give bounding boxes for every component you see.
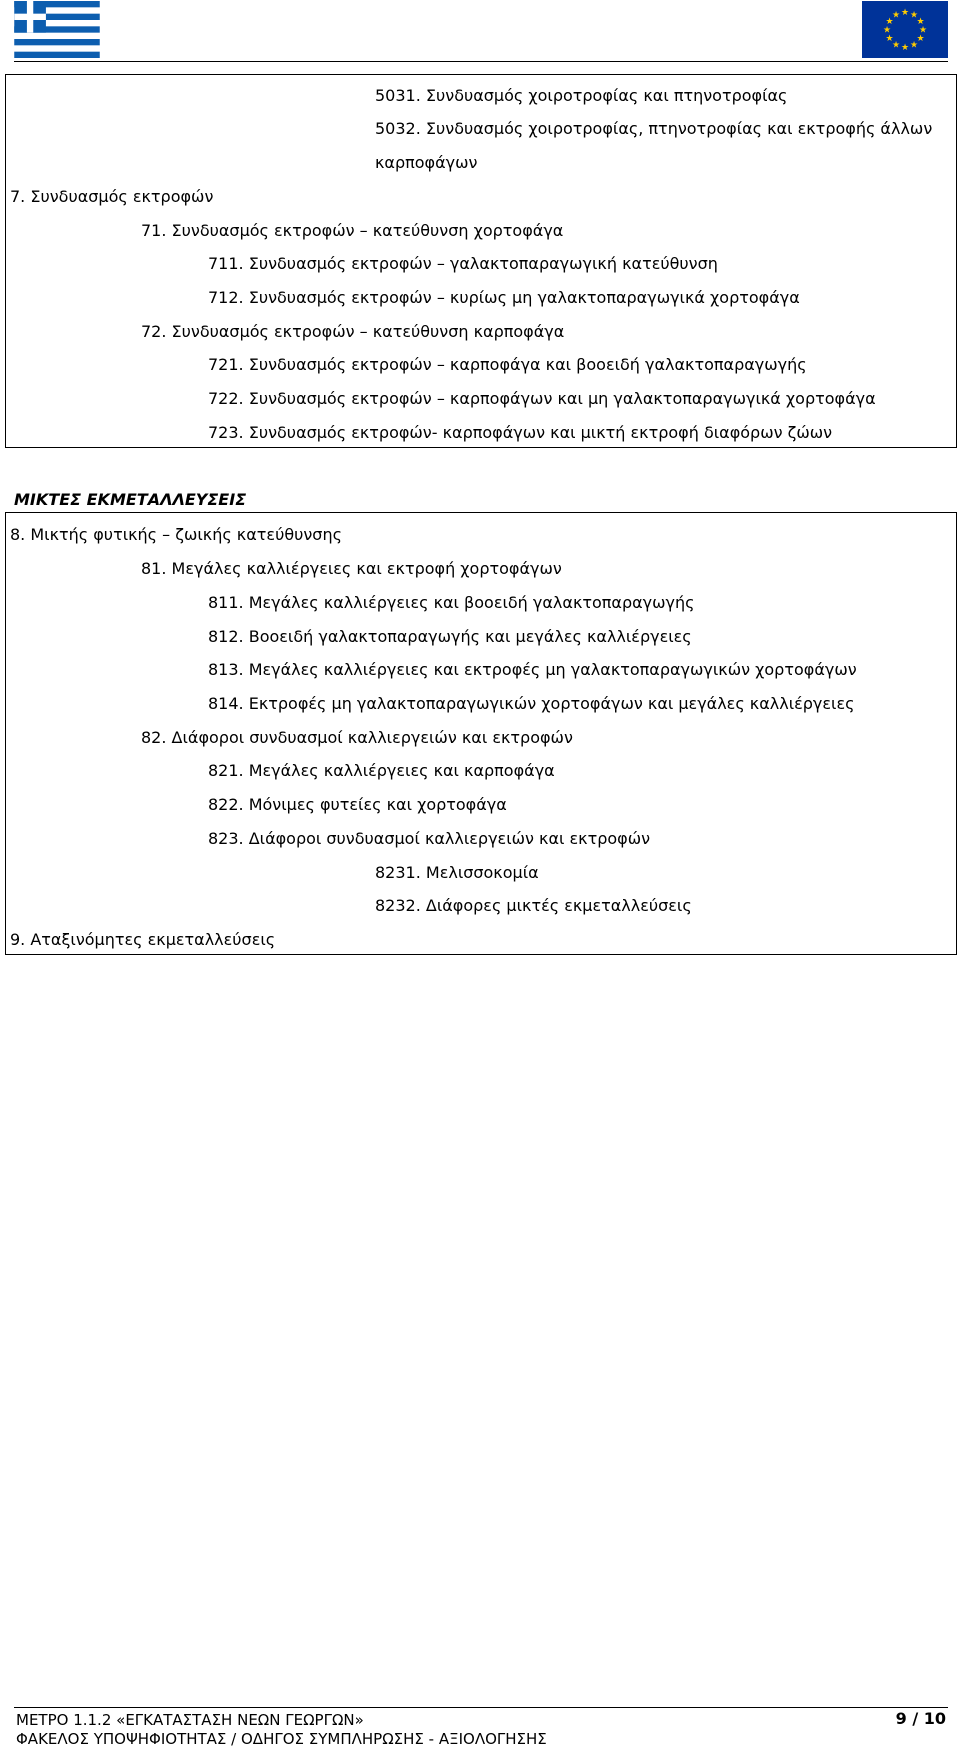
list-item: 9. Αταξινόμητες εκμεταλλεύσεις xyxy=(10,930,276,949)
list-item: 71. Συνδυασμός εκτροφών – κατεύθυνση χορτοφάγα xyxy=(141,221,564,240)
list-item: 821. Μεγάλες καλλιέργειες και καρποφάγα xyxy=(208,761,555,780)
footer-divider xyxy=(14,1707,948,1708)
list-item: 813. Μεγάλες καλλιέργειες και εκτροφές μη γαλακτοπαραγωγικών χορτοφάγων xyxy=(208,660,857,679)
list-item: 82. Διάφοροι συνδυασμοί καλλιεργειών και εκτροφών xyxy=(141,728,573,747)
list-item: 723. Συνδυασμός εκτροφών- καρποφάγων και μικτή εκτροφή διαφόρων ζώων xyxy=(208,423,833,442)
list-item: 5031. Συνδυασμός χοιροτροφίας και πτηνοτροφίας xyxy=(375,86,788,105)
list-item: καρποφάγων xyxy=(375,153,478,172)
list-item: 811. Μεγάλες καλλιέργειες και βοοειδή γαλακτοπαραγωγής xyxy=(208,593,695,612)
footer-document-title: ΦΑΚΕΛΟΣ ΥΠΟΨΗΦΙΟΤΗΤΑΣ / ΟΔΗΓΟΣ ΣΥΜΠΛΗΡΩΣΗΣ - ΑΞΙΟΛΟΓΗΣΗΣ xyxy=(16,1730,547,1748)
list-item: 712. Συνδυασμός εκτροφών – κυρίως μη γαλακτοπαραγωγικά χορτοφάγα xyxy=(208,288,800,307)
page-number: 9 / 10 xyxy=(895,1709,946,1728)
header-divider xyxy=(14,61,948,62)
svg-text:★: ★ xyxy=(882,25,892,36)
list-item: 5032. Συνδυασμός χοιροτροφίας, πτηνοτροφίας και εκτροφής άλλων xyxy=(375,119,933,138)
greek-flag-icon xyxy=(14,1,100,58)
svg-text:★: ★ xyxy=(916,34,925,44)
svg-text:★: ★ xyxy=(909,10,919,21)
list-item: 8231. Μελισσοκομία xyxy=(375,863,539,882)
svg-text:★: ★ xyxy=(885,17,894,27)
svg-text:★: ★ xyxy=(900,43,910,53)
list-item: 814. Εκτροφές μη γαλακτοπαραγωγικών χορτοφάγων και μεγάλες καλλιέργειες xyxy=(208,694,855,713)
section-title: ΜΙΚΤΕΣ ΕΚΜΕΤΑΛΛΕΥΣΕΙΣ xyxy=(14,490,247,509)
list-item: 822. Μόνιμες φυτείες και χορτοφάγα xyxy=(208,795,507,814)
svg-text:★: ★ xyxy=(918,25,928,36)
list-item: 721. Συνδυασμός εκτροφών – καρποφάγα και βοοειδή γαλακτοπαραγωγής xyxy=(208,355,807,374)
list-item: 823. Διάφοροι συνδυασμοί καλλιεργειών και εκτροφών xyxy=(208,829,651,848)
eu-flag-icon xyxy=(862,1,948,58)
footer-measure-title: ΜΕΤΡΟ 1.1.2 «ΕΓΚΑΤΑΣΤΑΣΗ ΝΕΩΝ ΓΕΩΡΓΩΝ» xyxy=(16,1711,364,1729)
svg-text:★: ★ xyxy=(900,8,910,18)
list-item: 7. Συνδυασμός εκτροφών xyxy=(10,187,214,206)
page-header xyxy=(0,0,960,66)
svg-text:★: ★ xyxy=(885,34,894,44)
svg-text:★: ★ xyxy=(916,17,925,27)
list-item: 8. Μικτής φυτικής – ζωικής κατεύθυνσης xyxy=(10,525,342,544)
svg-text:★: ★ xyxy=(891,10,901,21)
list-item: 722. Συνδυασμός εκτροφών – καρποφάγων και μη γαλακτοπαραγωγικά χορτοφάγα xyxy=(208,389,876,408)
svg-text:★: ★ xyxy=(909,40,919,51)
list-item: 711. Συνδυασμός εκτροφών – γαλακτοπαραγωγική κατεύθυνση xyxy=(208,254,718,273)
list-item: 812. Βοοειδή γαλακτοπαραγωγής και μεγάλες καλλιέργειες xyxy=(208,627,692,646)
list-item: 8232. Διάφορες μικτές εκμεταλλεύσεις xyxy=(375,896,692,915)
list-item: 81. Μεγάλες καλλιέργειες και εκτροφή χορτοφάγων xyxy=(141,559,562,578)
list-item: 72. Συνδυασμός εκτροφών – κατεύθυνση καρποφάγα xyxy=(141,322,565,341)
svg-text:★: ★ xyxy=(891,40,901,51)
